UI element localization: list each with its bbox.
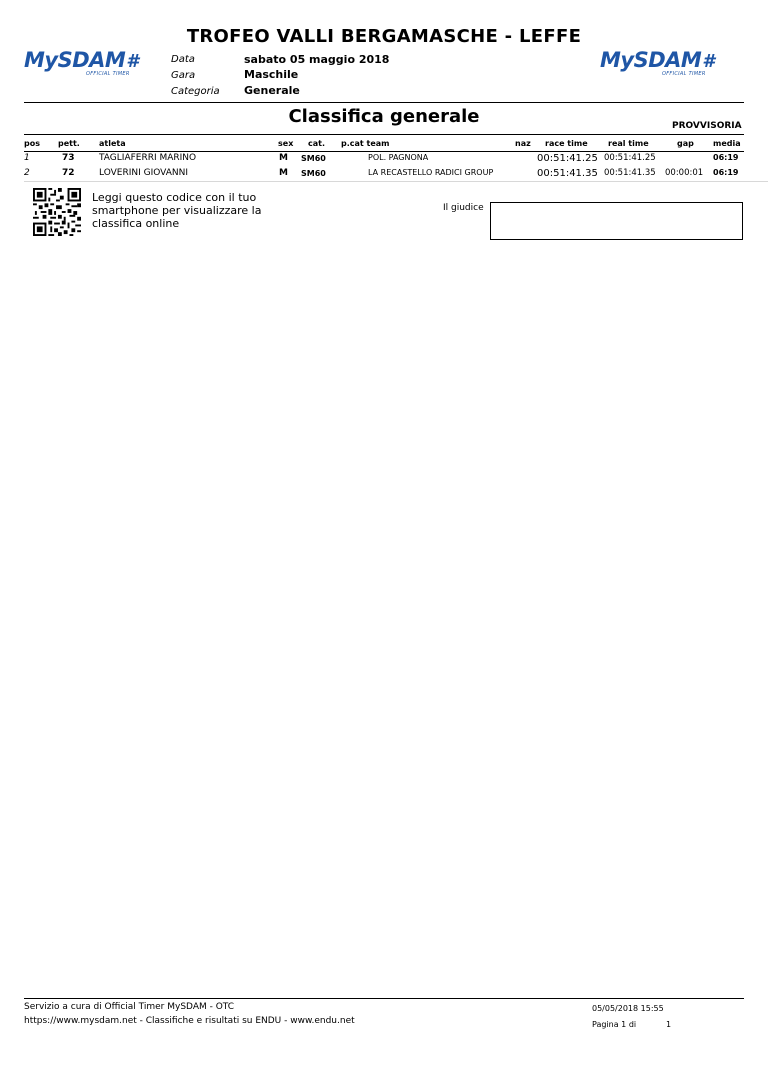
categoria-value: Generale [244,84,300,97]
row-media: 06:19 [713,168,739,177]
row-race-time: 00:51:41.35 [537,168,598,179]
row-atleta: LOVERINI GIOVANNI [99,168,189,178]
row-pett: 73 [62,153,75,163]
col-header-pett: pett. [58,139,80,148]
table-header-divider [24,151,744,152]
col-header-atleta: atleta [99,139,126,148]
footer-page-total: 1 [666,1020,672,1029]
judge-signature-box [490,202,743,240]
mysdam-logo-right [600,50,750,76]
table-top-divider [24,134,744,135]
row-team: LA RECASTELLO RADICI GROUP [368,168,494,177]
gara-value: Maschile [244,68,299,81]
row-race-time: 00:51:41.25 [537,153,598,164]
col-header-pos: pos [24,139,40,148]
row-atleta: TAGLIAFERRI MARINO [99,153,197,163]
row-sex: M [279,168,288,178]
col-header-real-time: real time [608,139,649,148]
row-real-time: 00:51:41.25 [604,153,656,163]
row-pos: 2 [24,168,30,178]
page-subtitle: Classifica generale [288,106,480,127]
row-pos: 1 [24,153,30,163]
categoria-label: Categoria [171,86,220,97]
col-header-media: media [713,139,741,148]
logo-tagline: OFFICIAL TIMER [86,71,130,77]
logo-mark-icon: # [126,51,139,72]
row-cat: SM60 [301,154,326,163]
judge-label: Il giudice [443,203,484,213]
col-header-gap: gap [677,139,694,148]
logo-mark-icon: # [702,51,715,72]
row-gap: 00:00:01 [665,168,704,178]
row-media: 06:19 [713,153,739,162]
event-title: TROFEO VALLI BERGAMASCHE - LEFFE [186,26,582,47]
logo-text: MySDAM [600,48,702,72]
col-header-sex: sex [278,139,294,148]
header-divider [24,102,744,103]
gara-label: Gara [171,70,196,81]
row-team: POL. PAGNONA [368,153,429,162]
footer-divider [24,998,744,999]
logo-tagline: OFFICIAL TIMER [662,71,706,77]
row-sex: M [279,153,288,163]
data-label: Data [171,54,195,65]
row-pett: 72 [62,168,75,178]
col-header-naz: naz [515,139,531,148]
status-badge: PROVVISORIA [672,121,742,131]
qr-code-icon [33,188,81,236]
col-header-race-time: race time [545,139,588,148]
footer-service: Servizio a cura di Official Timer MySDAM - OTC [24,1002,235,1012]
row-real-time: 00:51:41.35 [604,168,656,178]
data-value: sabato 05 maggio 2018 [244,53,390,66]
row-cat: SM60 [301,169,326,178]
col-header-cat: cat. [308,139,326,148]
logo-text: MySDAM [24,48,126,72]
qr-instructions: Leggi questo codice con il tuo smartphone per visualizzare la classifica online [92,191,262,230]
row-divider [24,181,768,182]
footer-links: https://www.mysdam.net - Classifiche e risultati su ENDU - www.endu.net [24,1016,355,1026]
col-header-pcat-team: p.cat team [341,139,390,148]
mysdam-logo-left [24,50,174,76]
footer-date: 05/05/2018 15:55 [592,1004,664,1013]
footer-page-label: Pagina 1 di [592,1020,637,1029]
